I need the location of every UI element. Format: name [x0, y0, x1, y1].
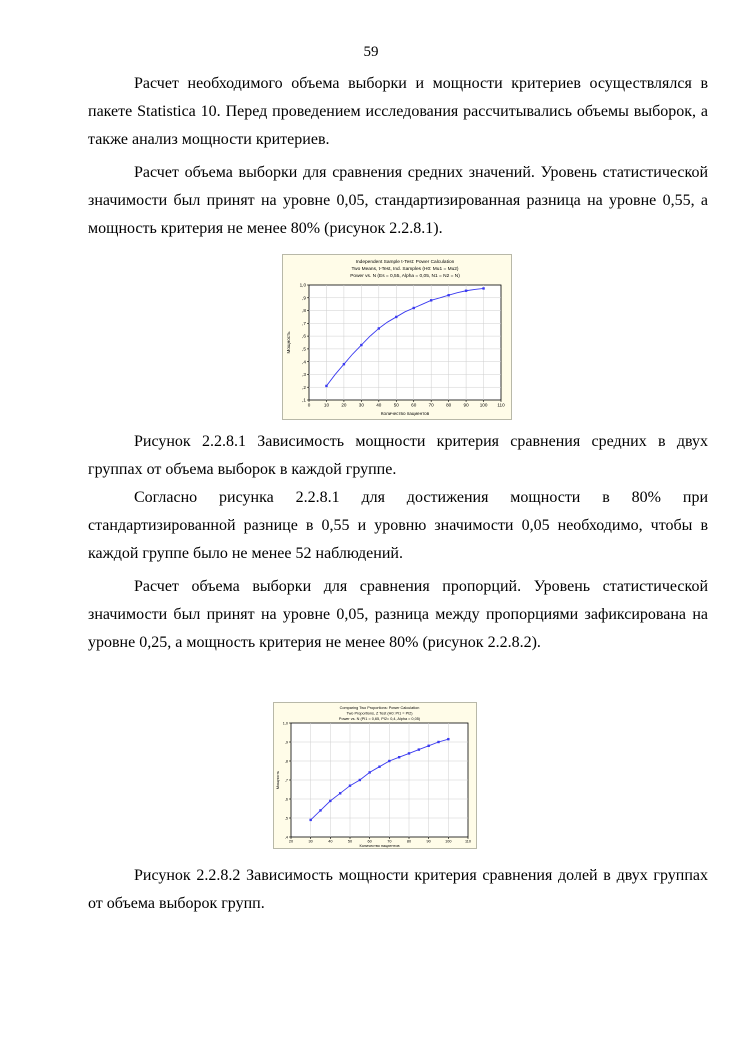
chart-2-point-85	[418, 748, 420, 750]
chart-2-x-tick-label: 80	[406, 839, 412, 844]
paragraph-2: Расчет объема выборки для сравнения средних значений. Уровень статистической значимости был принят на уровне 0,05, стандартизированная разница на уровне 0,55, а мощность критерия не менее 80% (рисунок 2.2.8.1).	[88, 164, 708, 237]
chart-power-proportions	[274, 703, 476, 848]
chart-2-x-tick-label: 40	[328, 839, 333, 844]
chart-1-x-tick-label: 60	[411, 402, 417, 408]
chart-2-point-60	[368, 771, 370, 773]
chart-1-y-tick-label: ,1	[302, 397, 306, 403]
chart-2-x-tick-label: 90	[426, 839, 431, 844]
caption-figure-1: Рисунок 2.2.8.1 Зависимость мощности критерия сравнения средних в двух группах от объема выборок в каждой группе.	[88, 433, 708, 478]
chart-1-x-tick-label: 50	[393, 402, 399, 408]
chart-2-y-axis-label: Мощность	[276, 770, 280, 790]
chart-2-point-35	[319, 809, 321, 811]
chart-1-x-tick-label: 100	[479, 402, 488, 408]
chart-1-x-tick-label: 90	[463, 402, 469, 408]
chart-2-x-tick-label: 110	[464, 839, 472, 844]
chart-1-y-tick-label: ,7	[302, 320, 306, 326]
chart-2-x-tick-label: 50	[347, 839, 353, 844]
chart-2-point-40	[329, 800, 331, 802]
chart-1-point-10	[325, 385, 327, 387]
chart-1-point-20	[343, 363, 345, 365]
paragraph-3: Согласно рисунка 2.2.8.1 для достижения мощности в 80% при стандартизированной разнице в 0,55 и уровню значимости 0,05 необходимо, чтобы в каждой группе было не менее 52 наблюдений.	[88, 489, 708, 562]
chart-1-y-tick-label: ,6	[302, 333, 306, 339]
chart-1-plot-area	[309, 285, 501, 400]
chart-2-point-100	[447, 738, 449, 740]
chart-2-x-tick-label: 70	[387, 839, 392, 844]
chart-1-x-tick-label: 70	[428, 402, 434, 408]
chart-1-point-90	[465, 290, 467, 292]
chart-2-title-line-1: Comparing Two Proportions: Power Calculation	[339, 706, 420, 710]
chart-2-point-95	[437, 741, 439, 743]
chart-2-title-line-3: Power vs. N (PI1 = 0,65, PI2= 0,4, Alpha = 0,05)	[338, 717, 421, 721]
paragraph-4: Расчет объема выборки для сравнения пропорций. Уровень статистической значимости был принят на уровне 0,05, разница между пропорциями зафиксирована на уровне 0,25, а мощность критерия не менее 80% (рисунок 2.2.8.2).	[88, 578, 708, 651]
chart-1-point-50	[395, 316, 397, 318]
chart-2-point-75	[398, 756, 400, 758]
page-number: 59	[363, 44, 379, 60]
chart-1-y-tick-label: ,9	[302, 295, 306, 301]
chart-1-y-axis-label: Мощность	[286, 331, 291, 354]
chart-2-x-axis-label: Количество пациентов	[359, 844, 400, 848]
chart-1-point-70	[430, 299, 432, 301]
paragraph-1: Расчет необходимого объема выборки и мощности критериев осуществлялся в пакете Statistica 10. Перед проведением исследования рассчитывались объемы выборок, а также анализ мощности критериев.	[88, 75, 708, 148]
chart-2-point-30	[309, 819, 311, 821]
chart-2-x-tick-label: 60	[367, 839, 372, 844]
chart-2-x-tick-label: 30	[308, 839, 313, 844]
chart-1-y-tick-label: ,4	[302, 359, 306, 365]
figure-power-t-test	[282, 254, 512, 420]
figure-power-proportions	[273, 702, 477, 849]
chart-2-point-70	[388, 760, 390, 762]
chart-1-title-line-3: Power vs. N (Es = 0,55, Alpha = 0,05, N1 = N2 = N)	[350, 274, 460, 279]
chart-2-y-tick-label: ,7	[284, 778, 288, 783]
caption-figure-2: Рисунок 2.2.8.2 Зависимость мощности критерия сравнения долей в двух группах от объема выборок групп.	[88, 867, 708, 912]
chart-1-y-tick-label: ,2	[302, 384, 306, 390]
chart-1-point-60	[413, 307, 415, 309]
chart-1-x-tick-label: 40	[376, 402, 382, 408]
chart-1-y-tick-label: ,5	[302, 346, 306, 352]
chart-1-title-line-2: Two Means, t-Test, Ind. Samples (H0: Mu1 = Mu2)	[351, 267, 459, 272]
chart-1-x-tick-label: 0	[307, 402, 311, 408]
chart-1-title-line-1: Independent Sample t-Test: Power Calculation	[355, 260, 455, 265]
chart-1-x-axis-label: Количество пациентов	[380, 411, 430, 416]
chart-2-point-80	[408, 752, 410, 754]
chart-2-point-65	[378, 766, 380, 768]
chart-power-t-test	[283, 255, 511, 419]
chart-2-y-tick-label: 1,0	[282, 721, 288, 726]
chart-1-point-80	[447, 294, 449, 296]
chart-1-point-30	[360, 344, 362, 346]
chart-2-x-tick-label: 20	[288, 839, 294, 844]
chart-1-y-tick-label: ,8	[302, 308, 306, 314]
chart-1-x-tick-label: 80	[446, 402, 452, 408]
chart-2-y-tick-label: ,5	[284, 816, 288, 821]
chart-2-x-tick-label: 100	[445, 839, 452, 844]
chart-2-title-line-2: Two Proportions, Z Test (H0: PI1 = PI2)	[346, 711, 413, 716]
chart-1-point-40	[378, 327, 380, 329]
chart-2-point-90	[427, 745, 429, 747]
chart-2-point-45	[339, 792, 341, 794]
chart-2-y-tick-label: ,4	[284, 835, 288, 840]
chart-1-point-100	[482, 287, 484, 289]
chart-1-x-tick-label: 10	[323, 402, 330, 408]
chart-2-y-tick-label: ,6	[284, 797, 288, 802]
chart-2-y-tick-label: ,9	[284, 740, 288, 745]
chart-1-x-tick-label: 110	[497, 402, 505, 408]
chart-2-y-tick-label: ,8	[284, 759, 288, 764]
chart-1-x-tick-label: 20	[341, 402, 347, 408]
chart-1-y-tick-label: 1,0	[299, 282, 306, 288]
chart-2-point-50	[349, 785, 351, 787]
chart-2-point-55	[359, 779, 361, 781]
chart-1-y-tick-label: ,3	[302, 372, 306, 378]
chart-1-x-tick-label: 30	[358, 402, 364, 408]
